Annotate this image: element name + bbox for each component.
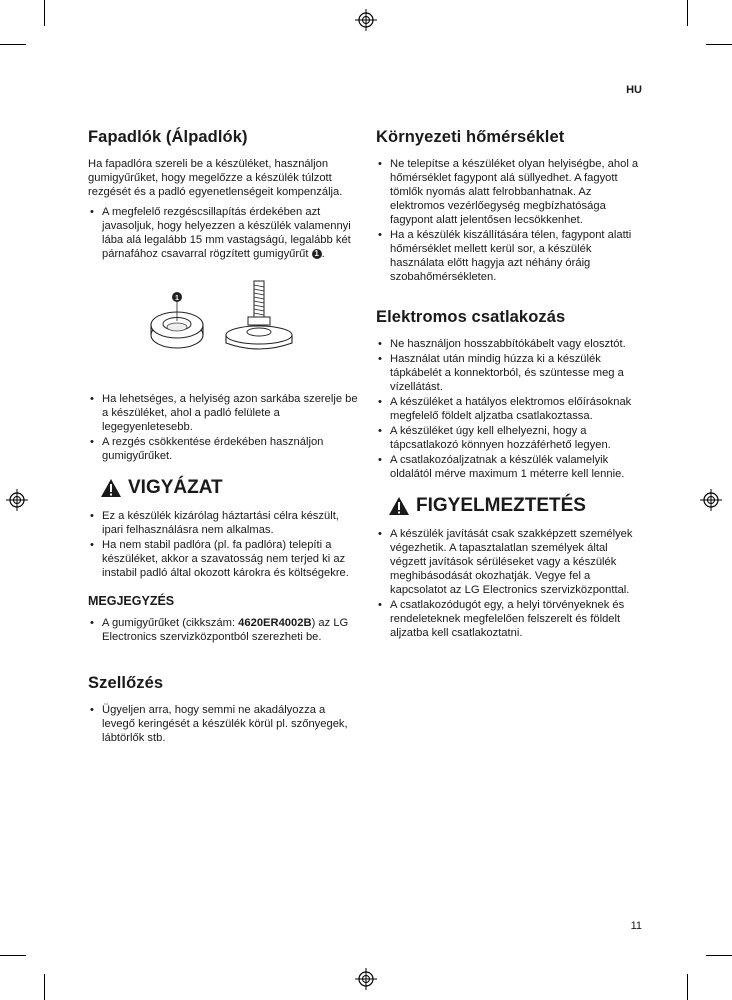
list-item: • A rezgés csökkentése érdekében használjon gumigyűrűket. [88,435,360,463]
list-item: • Ne telepítse a készüléket olyan helyiségbe, ahol a hőmérséklet fagypont alá süllyedhet. A fagyott tömlők nyomás alatt felrobbanhatnak. Az elektromos vezérlőegység megbízhatósága fagypont alatt jelentősen lecsökkenhet. [376,157,644,227]
ambient-temperature-list [376,157,644,284]
callout-number: 1 [175,295,179,302]
registration-mark-icon [6,489,28,511]
crop-mark [706,955,732,956]
list-item: • Ez a készülék kizárólag háztartási célra készült, ipari felhasználásra nem alkalmas. [88,509,360,537]
crop-mark [687,974,688,1000]
ventilation-list [88,703,360,745]
page-number: 11 [630,920,642,932]
note-list [88,616,360,644]
list-item: • A csatlakozóaljzatnak a készülék valamelyik oldalától mérve maximum 1 méterre kell lennie. [376,453,644,481]
left-column [88,128,360,751]
warning-heading [388,495,644,517]
list-item: • A készüléket úgy kell elhelyezni, hogy a tápcsatlakozó könnyen hozzáférhető legyen. [376,424,644,452]
section-title-ambient-temperature: Környezeti hőmérséklet [376,128,565,146]
section-title-wooden-floors: Fapadlók (Álpadlók) [88,128,248,146]
list-item: • Ha lehetséges, a helyiség azon sarkába szerelje be a készüléket, ahol a padló felülete a legegyenletesebb. [88,392,360,434]
caution-heading [100,477,360,499]
warning-title: FIGYELMEZTETÉS [416,495,586,516]
warning-triangle-icon [100,478,122,498]
list-item: • A megfelelő rezgéscsillapítás érdekében azt javasoljuk, hogy helyezzen a készülék valamennyi lába alá legalább 15 mm vastagságú, legalább két párnafához csavarral rögzített gumigyűrűt 1 . [88,205,360,261]
list-item: • A készülék javítását csak szakképzett személyek végezhetik. A tapasztalatlan személyek által végzett javítások sérüléseket vagy a készülék meghibásodását okozhatják. Vegye fel a kapcsolatot az LG Electronics szervizközponttal. [376,527,644,597]
section-title-ventilation: Szellőzés [88,674,164,692]
wooden-floors-intro: Ha fapadlóra szereli be a készüléket, használjon gumigyűrűket, hogy megelőzze a készülék túlzott rezgését és a padló egyenetlenségeit kompenzálja. [88,158,343,198]
section-title-electrical-connection: Elektromos csatlakozás [376,308,566,326]
list-item: • Használat után mindig húzza ki a készülék tápkábelét a konnektorból, és szüntesse meg a vízellátást. [376,352,644,394]
list-item: • Ha nem stabil padlóra (pl. fa padlóra) telepíti a készüléket, akkor a szavatosság nem terjed ki az instabil padló által okozott károkra és költségekre. [88,538,360,580]
part-number: 4620ER4002B [238,617,312,629]
crop-mark [44,974,45,1000]
right-column [376,128,644,646]
language-label: HU [626,84,642,96]
crop-mark [0,44,26,45]
wooden-floors-list-2 [88,392,360,463]
warning-triangle-icon [388,496,410,516]
callout-number-badge: 1 [312,249,322,259]
registration-mark-icon [700,489,722,511]
list-item: • A csatlakozódugót egy, a helyi törvényeknek és rendeleteknek megfelelően felszerelt és földelt aljzatba kell csatlakoztatni. [376,598,644,640]
registration-mark-icon [355,9,377,31]
caution-title: VIGYÁZAT [128,477,223,498]
warning-list [376,527,644,640]
list-item: • A gumigyűrűket (cikkszám: 4620ER4002B) az LG Electronics szervizközpontból szerezheti be. [88,616,360,644]
note-title: MEGJEGYZÉS [88,594,175,608]
list-item: • Ha a készülék kiszállítására télen, fagypont alatti hőmérséklet mellett kerül sor, a készülék használata előtt hagyja azt néhány óráig szobahőmérsékleten. [376,228,644,284]
crop-mark [687,0,688,26]
electrical-connection-list [376,337,644,481]
rubber-ring-icon [151,299,203,348]
adjustable-foot-icon [226,281,292,349]
callout-badge [172,292,182,302]
crop-mark [0,955,26,956]
list-item: • A készüléket a hatályos elektromos előírásoknak megfelelő földelt aljzatba csatlakoztassa. [376,395,644,423]
crop-mark [706,44,732,45]
wooden-floors-list [88,205,360,261]
list-item: • Ügyeljen arra, hogy semmi ne akadályozza a levegő keringését a készülék körül pl. szőnyegek, lábtörlők stb. [88,703,360,745]
list-item: • Ne használjon hosszabbítókábelt vagy elosztót. [376,337,644,351]
caution-list [88,509,360,580]
rubber-pad-and-foot-illustration [88,277,360,373]
crop-mark [44,0,45,26]
registration-mark-icon [355,968,377,990]
